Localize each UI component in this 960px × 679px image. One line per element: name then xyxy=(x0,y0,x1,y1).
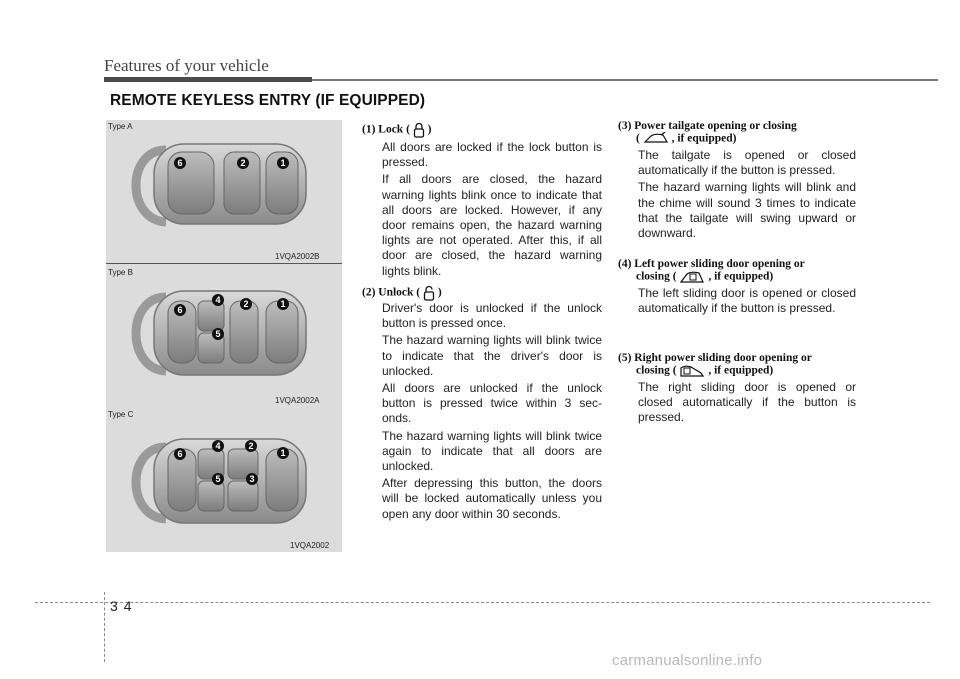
button-number-badge: 6 xyxy=(174,304,186,316)
button-number-badge: 4 xyxy=(212,294,224,306)
section-title: REMOTE KEYLESS ENTRY (IF EQUIPPED) xyxy=(110,92,426,109)
item-paragraph: The right sliding door is opened or closed automatically if the button is pressed. xyxy=(638,380,856,425)
figure-type-label: Type C xyxy=(108,410,134,419)
figure-code: 1VQA2002 xyxy=(290,541,330,550)
item-power-tailgate xyxy=(618,120,856,241)
header-rule xyxy=(312,79,938,81)
item-right-sliding-door xyxy=(618,352,856,426)
page-section: 3 xyxy=(110,598,124,614)
button-number-badge: 5 xyxy=(212,473,224,485)
button-number-badge: 3 xyxy=(246,473,258,485)
unlock-icon xyxy=(423,285,435,301)
item-paragraph: Driver's door is unlocked if the unlock button is pressed once. xyxy=(382,301,602,331)
right-sliding-door-icon xyxy=(679,364,705,378)
item-unlock xyxy=(362,285,602,522)
header-title: Features of your vehicle xyxy=(104,56,269,75)
lock-icon xyxy=(413,122,425,138)
figure-code: 1VQA2002B xyxy=(275,252,320,261)
item-heading: (3) Power tailgate opening or closing xyxy=(618,120,797,132)
figure-type-label: Type A xyxy=(108,122,133,131)
footer-divider xyxy=(104,592,105,662)
figure-type-b xyxy=(106,265,342,407)
button-number-badge: 1 xyxy=(277,447,289,459)
item-heading: closing ( , if equipped) xyxy=(636,270,774,283)
item-left-sliding-door xyxy=(618,258,856,316)
button-number-badge: 2 xyxy=(237,157,249,169)
button-number-badge: 6 xyxy=(174,157,186,169)
item-paragraph: If all doors are closed, the hazard warning lights blink once to indicate that all doors are locked. However, if any door remains open, the hazard warning lights are not operated. After this, if all door are closed, the hazard warning lights blink. xyxy=(382,172,602,278)
footer-rule xyxy=(35,602,930,603)
item-heading: ( , if equipped) xyxy=(636,132,737,145)
item-paragraph: The left sliding door is opened or closed automatically if the button is pressed. xyxy=(638,286,856,316)
item-paragraph: The hazard warning lights will blink twice to indicate that the driver's door is unlocked. xyxy=(382,333,602,378)
button-number-badge: 2 xyxy=(245,440,257,452)
figure-type-a xyxy=(106,120,342,265)
item-heading: (2) Unlock ( ) xyxy=(362,285,602,301)
item-heading: (1) Lock ( ) xyxy=(362,122,602,138)
page-index: 4 xyxy=(123,598,138,614)
left-sliding-door-icon xyxy=(679,270,705,284)
figure-divider xyxy=(106,263,342,264)
item-lock xyxy=(362,122,602,279)
button-number-badge: 4 xyxy=(212,440,224,452)
item-paragraph: After depressing this button, the doors will be locked automatically unless you open any door within 30 seconds. xyxy=(382,476,602,521)
key-fob-type-c-illustration xyxy=(106,407,342,552)
item-paragraph: The hazard warning lights will blink and the chime will sound 3 times to indicate that the tailgate will swing upward or downward. xyxy=(638,180,856,241)
figure-type-c xyxy=(106,407,342,552)
watermark: carmanualsonline.info xyxy=(612,652,763,669)
button-number-badge: 5 xyxy=(212,328,224,340)
button-number-badge: 1 xyxy=(277,298,289,310)
tailgate-icon xyxy=(643,132,669,146)
header-bar xyxy=(104,77,312,82)
button-number-badge: 2 xyxy=(240,298,252,310)
key-fob-type-a-illustration xyxy=(106,120,342,265)
button-number-badge: 1 xyxy=(277,157,289,169)
item-paragraph: The tailgate is opened or closed automatically if the button is pressed. xyxy=(638,148,856,178)
key-fob-type-b-illustration xyxy=(106,265,342,407)
figure-code: 1VQA2002A xyxy=(275,396,320,405)
item-heading: closing ( , if equipped) xyxy=(636,364,774,377)
page-number xyxy=(110,598,138,614)
item-paragraph: All doors are locked if the lock button is pressed. xyxy=(382,140,602,170)
item-heading: (5) Right power sliding door opening or xyxy=(618,352,812,364)
button-number-badge: 6 xyxy=(174,448,186,460)
item-paragraph: The hazard warning lights will blink twice again to indicate that all doors are unlocked. xyxy=(382,428,602,474)
figure-type-label: Type B xyxy=(108,268,133,277)
item-paragraph: All doors are unlocked if the unlock button is pressed twice within 3 sec-onds. xyxy=(382,381,602,426)
item-heading: (4) Left power sliding door opening or xyxy=(618,258,805,270)
